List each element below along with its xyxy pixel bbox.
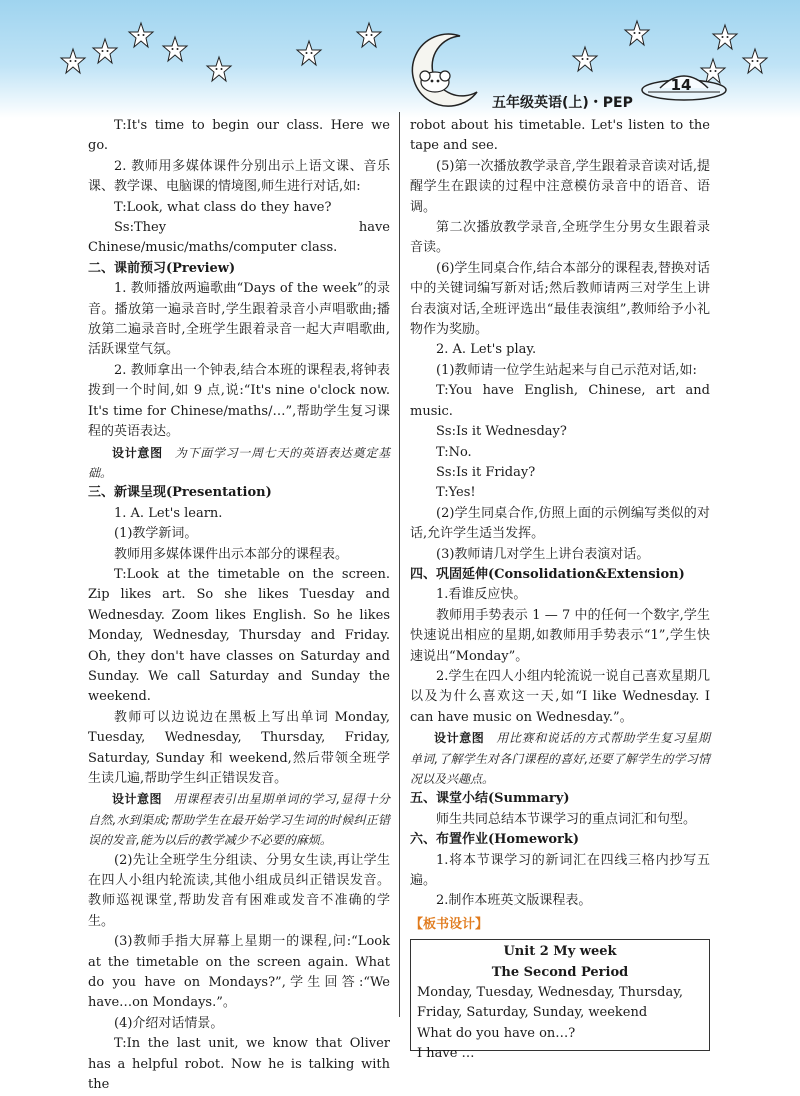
board-line: I have … — [417, 1046, 475, 1062]
design-note-text: 用课程表引出星期单词的学习,显得十分自然,水到渠成;帮助学生在最开始学习生词的时候纠正错误的发音,能为以后的教学减少不必要的麻烦。 — [88, 792, 390, 848]
paragraph: 教师用手势表示 1 — 7 中的任何一个数字,学生快速说出相应的星期,如教师用手势表示“1”,学生快速说出“Monday”。 — [410, 607, 710, 664]
star-icon — [572, 46, 598, 72]
star-icon — [356, 22, 382, 48]
section-heading: 六、布置作业(Homework) — [410, 832, 580, 848]
paragraph: (4)介绍对话情景。 — [114, 1015, 224, 1031]
board-design-box — [410, 939, 710, 1062]
star-icon — [712, 24, 738, 50]
design-note-text: 为下面学习一周七天的英语表达奠定基础。 — [88, 445, 390, 480]
paragraph: (1)教学新词。 — [114, 526, 198, 542]
paragraph: (6)学生同桌合作,结合本部分的课程表,替换对话中的关键词编写新对话;然后教师请两三对学生上讲台表演对话,全班评选出“最佳表演组”,教师给予小礼物作为奖励。 — [410, 260, 710, 338]
right-column — [410, 116, 710, 1062]
board-line: What do you have on…? — [417, 1025, 576, 1041]
paragraph: 2. 教师用多媒体课件分别出示上语文课、音乐课、教学课、电脑课的情境图,师生进行对话,如: — [88, 158, 390, 195]
paragraph: (1)教师请一位学生站起来与自己示范对话,如: — [436, 362, 697, 378]
paragraph: 第二次播放教学录音,全班学生分男女生跟着录音读。 — [410, 220, 710, 256]
paragraph: (3)教师手指大屏幕上星期一的课程,问:“Look at the timetable on the screen again. What do you have on Mondays?”,学生回答:“We have…on Mondays.”。 — [88, 934, 390, 1011]
star-icon — [128, 22, 154, 48]
paragraph: 1.将本节课学习的新词汇在四线三格内抄写五遍。 — [410, 852, 710, 889]
paragraph: T:In the last unit, we know that Oliver has a helpful robot. Now he is talking with the — [88, 1036, 390, 1093]
dialogue-line: Ss:Is it Friday? — [436, 464, 536, 480]
left-column — [88, 116, 390, 1096]
paragraph: (2)先让全班学生分组读、分男女生读,再让学生在四人小组内轮流读,其他小组成员纠正错误发音。教师巡视课堂,帮助发音有困难或发音不准确的学生。 — [88, 852, 390, 929]
star-icon — [162, 36, 188, 62]
section-heading: 五、课堂小结(Summary) — [410, 791, 570, 807]
page-header — [0, 0, 800, 118]
board-line: Friday, Saturday, Sunday, weekend — [417, 1005, 648, 1021]
page-number: 14 — [670, 76, 692, 94]
paragraph: (2)学生同桌合作,仿照上面的示例编写类似的对话,允许学生适当发挥。 — [410, 505, 710, 542]
board-title: Unit 2 My week — [503, 944, 617, 960]
paragraph: 2. A. Let's play. — [436, 342, 537, 358]
paragraph: Ss:They have Chinese/music/maths/computer class. — [88, 220, 390, 256]
book-title: 五年级英语(上)・PEP — [492, 95, 633, 111]
paragraph: T:Look at the timetable on the screen. Zip likes art. So she likes Tuesday and Wednesday. Zoom likes English. So he likes Monday, Wednesday, Thursday and Friday. Oh, they don't have classes on Saturday and Sunday. We call Saturday and Sunday the weekend. — [88, 566, 390, 705]
column-divider — [399, 112, 400, 1017]
section-heading: 四、巩固延伸(Consolidation&Extension) — [410, 566, 685, 582]
paragraph: robot about his timetable. Let's listen to the tape and see. — [410, 118, 710, 154]
paragraph: 1. 教师播放两遍歌曲“Days of the week”的录音。播放第一遍录音时,学生跟着录音小声唱歌曲;播放第二遍录音时,全班学生跟着录音一起大声唱歌曲,活跃课堂气氛。 — [88, 281, 390, 358]
star-icon — [624, 20, 650, 46]
star-icon — [60, 48, 86, 74]
dialogue-line: Ss:Is it Wednesday? — [436, 424, 567, 440]
paragraph: T:Look, what class do they have? — [114, 199, 332, 215]
paragraph: (3)教师请几对学生上讲台表演对话。 — [436, 546, 650, 562]
paragraph: 2.学生在四人小组内轮流说一说自己喜欢星期几以及为什么喜欢这一天,如“I like Wednesday. I can have music on Wednesday.”。 — [410, 668, 710, 725]
board-subtitle: The Second Period — [491, 964, 629, 980]
star-icon — [92, 38, 118, 64]
star-icon — [742, 48, 768, 74]
design-note-label: 设计意图 — [112, 792, 162, 807]
paragraph: (5)第一次播放教学录音,学生跟着录音读对话,提醒学生在跟读的过程中注意模仿录音中的语音、语调。 — [410, 158, 710, 215]
star-icon — [206, 56, 232, 82]
paragraph: 师生共同总结本节课学习的重点词汇和句型。 — [436, 811, 697, 827]
design-note-label: 设计意图 — [112, 445, 163, 460]
paragraph: 1. A. Let's learn. — [114, 505, 223, 521]
dialogue-line: T:Yes! — [436, 485, 476, 501]
section-heading: 三、新课呈现(Presentation) — [88, 485, 272, 501]
star-icon — [296, 40, 322, 66]
board-line: Monday, Tuesday, Wednesday, Thursday, — [417, 985, 683, 1001]
paragraph: 教师可以边说边在黑板上写出单词 Monday, Tuesday, Wednesday, Thursday, Friday, Saturday, Sunday 和 weekend,然后带领全班学生读几遍,帮助学生纠正错误发音。 — [88, 709, 390, 786]
board-design-tag: 【板书设计】 — [410, 916, 489, 932]
dialogue-line: T:No. — [436, 444, 472, 460]
design-note — [88, 443, 390, 484]
dialogue-line: T:You have English, Chinese, art and music. — [410, 383, 710, 419]
paragraph: 教师用多媒体课件出示本部分的课程表。 — [114, 546, 349, 562]
design-note-text: 用比赛和说话的方式帮助学生复习星期单词,了解学生对各门课程的喜好,还要了解学生的学习情况以及兴趣点。 — [410, 731, 710, 786]
moon-icon — [405, 30, 485, 110]
paragraph: 1.看谁反应快。 — [436, 587, 527, 603]
paragraph: 2.制作本班英文版课程表。 — [436, 893, 592, 909]
paragraph: 2. 教师拿出一个钟表,结合本班的课程表,将钟表拨到一个时间,如 9 点,说:“It's nine o'clock now. It's time for Chinese/maths/…”,帮助学生复习课程的英语表达。 — [88, 362, 390, 440]
design-note-label: 设计意图 — [434, 731, 485, 746]
design-note — [410, 728, 710, 789]
design-note — [88, 789, 390, 850]
section-heading: 二、课前预习(Preview) — [88, 260, 236, 276]
paragraph: T:It's time to begin our class. Here we go. — [88, 118, 390, 154]
